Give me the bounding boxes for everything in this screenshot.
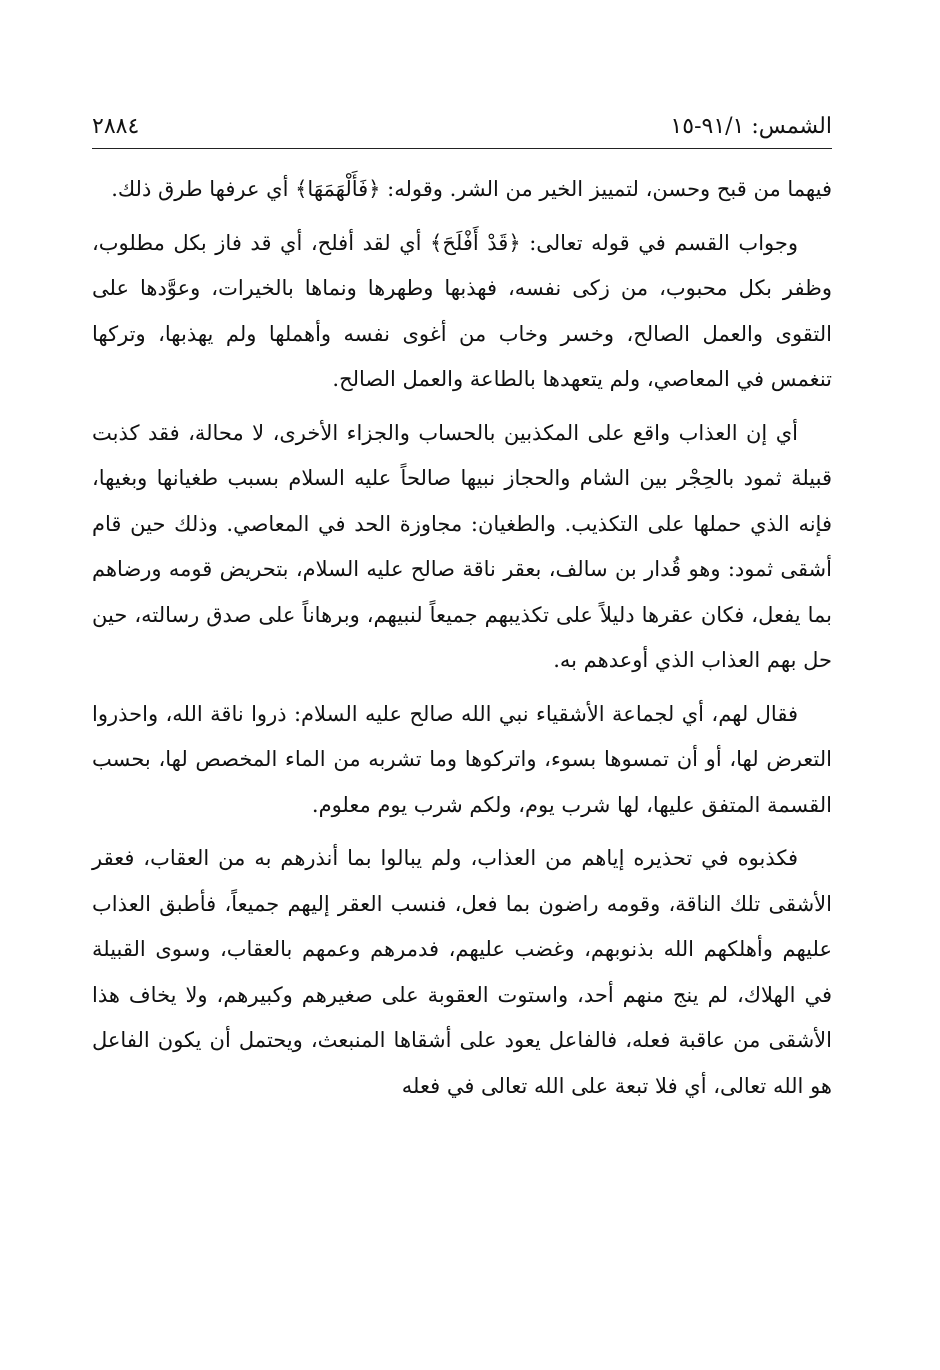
running-header: [92, 108, 832, 149]
page: [92, 108, 832, 1109]
paragraph: أي إن العذاب واقع على المكذبين بالحساب والجزاء الأخرى، لا محالة، فقد كذبت قبيلة ثمود بالحِجْر بين الشام والحجاز نبيها صالحاً عليه السلام بسبب طغيانها وبغيها، فإنه الذي حملها على التكذيب. والطغيان: مجاوزة الحد في المعاصي. وذلك حين قام أشقى ثمود: وهو قُدار بن سالف، بعقر ناقة صالح عليه السلام، بتحريض قومه ورضاهم بما يفعل، فكان عقرها دليلاً على تكذيبهم جميعاً لنبيهم، وبرهاناً على صدق رسالته، حين حل بهم العذاب الذي أوعدهم به.: [92, 420, 832, 672]
paragraph: فقال لهم، أي لجماعة الأشقياء نبي الله صالح عليه السلام: ذروا ناقة الله، واحذروا التعرض لها، أو أن تمسوها بسوء، واتركوها وما تشربه من الماء المخصص لها، بحسب القسمة المتفق عليها، لها شرب يوم، ولكم شرب يوم معلوم.: [92, 701, 832, 817]
header-title: الشمس: ٩١/١-١٥: [670, 114, 832, 139]
page-body: [92, 167, 832, 1109]
paragraph: وجواب القسم في قوله تعالى: ﴿قَدْ أَفْلَحَ﴾ أي لقد أفلح، أي قد فاز بكل مطلوب، وظفر بكل محبوب، من زكى نفسه، فهذبها وطهرها ونماها بالخيرات، وعوَّدها على التقوى والعمل الصالح، وخسر وخاب من أغوى نفسه وأهملها ولم يهذبها، وتركها تنغمس في المعاصي، ولم يتعهدها بالطاعة والعمل الصالح.: [92, 230, 832, 391]
paragraph: فيهما من قبح وحسن، لتمييز الخير من الشر. وقوله: ﴿فَأَلْهَمَهَا﴾ أي عرفها طرق ذلك.: [111, 177, 832, 201]
page-number: ٢٨٨٤: [92, 114, 140, 139]
paragraph: فكذبوه في تحذيره إياهم من العذاب، ولم يبالوا بما أنذرهم به من العقاب، فعقر الأشقى تلك الناقة، وقومه راضون بما فعل، فنسب العقر إليهم جميعاً، فأطبق العذاب عليهم وأهلكهم الله بذنوبهم، وغضب عليهم، فدمرهم وعمهم بالعقاب، وسوى القبيلة في الهلاك، لم ينج منهم أحد، واستوت العقوبة على صغيرهم وكبيرهم، ولا يخاف هذا الأشقى من عاقبة فعله، فالفاعل يعود على أشقاها المنبعث، ويحتمل أن يكون الفاعل هو الله تعالى، أي فلا تبعة على الله تعالى في فعله: [92, 846, 832, 1098]
